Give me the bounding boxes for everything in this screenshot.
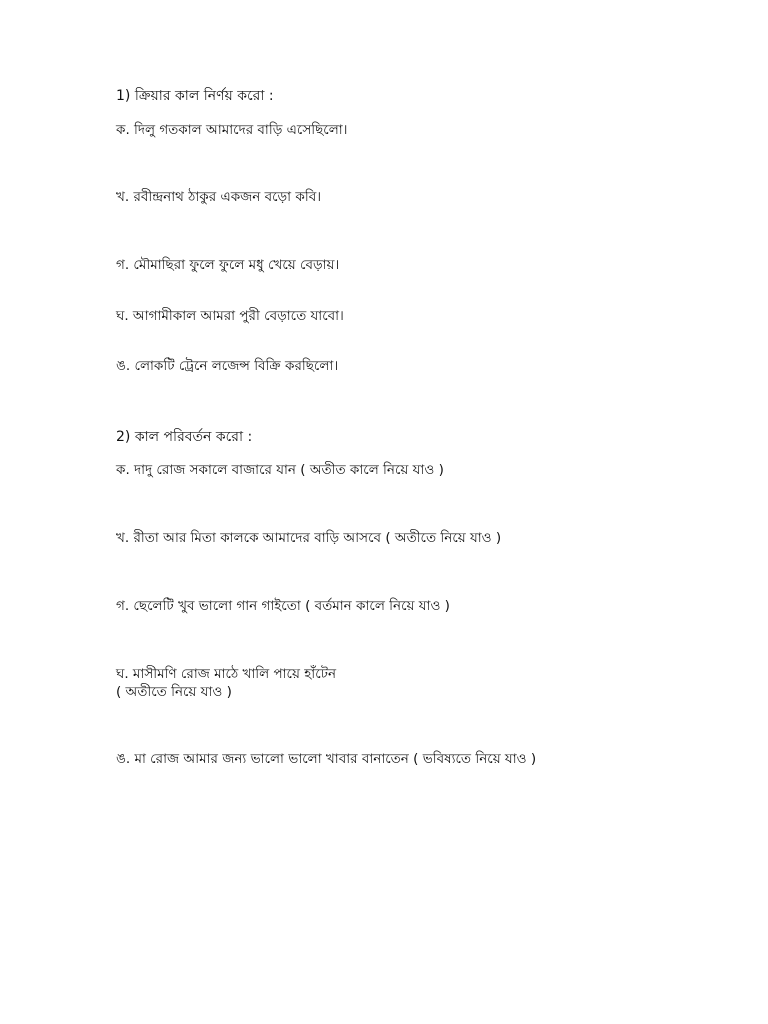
section-1-item-kha: খ. রবীন্দ্রনাথ ঠাকুর একজন বড়ো কবি। [116,189,322,205]
section-2-item-gha-instruction: ( অতীতে নিয়ে যাও ) [116,684,232,700]
section-2-item-kha: খ. রীতা আর মিতা কালকে আমাদের বাড়ি আসবে ( অতীতে নিয়ে যাও ) [116,530,502,546]
section-2-item-ga: গ. ছেলেটি খুব ভালো গান গাইতো ( বর্তমান কালে নিয়ে যাও ) [116,598,450,614]
section-1-item-gha: ঘ. আগামীকাল আমরা পুরী বেড়াতে যাবো। [116,308,344,324]
section-2-item-gha: ঘ. মাসীমণি রোজ মাঠে খালি পায়ে হাঁটেন [116,666,337,682]
section-2-heading: 2) কাল পরিবর্তন করো : [116,429,253,445]
section-1-item-ka: ক. দিলু গতকাল আমাদের বাড়ি এসেছিলো। [116,122,348,138]
section-2-item-ka: ক. দাদু রোজ সকালে বাজারে যান ( অতীত কালে নিয়ে যাও ) [116,462,444,478]
section-1-item-umo: ঙ. লোকটি ট্রেনে লজেন্স বিক্রি করছিলো। [116,358,339,374]
section-1-heading: 1) ক্রিয়ার কাল নির্ণয় করো : [116,88,274,104]
section-2-item-umo: ঙ. মা রোজ আমার জন্য ভালো ভালো খাবার বানাতেন ( ভবিষ্যতে নিয়ে যাও ) [116,751,537,767]
section-1-item-ga: গ. মৌমাছিরা ফুলে ফুলে মধু খেয়ে বেড়ায়। [116,257,340,273]
